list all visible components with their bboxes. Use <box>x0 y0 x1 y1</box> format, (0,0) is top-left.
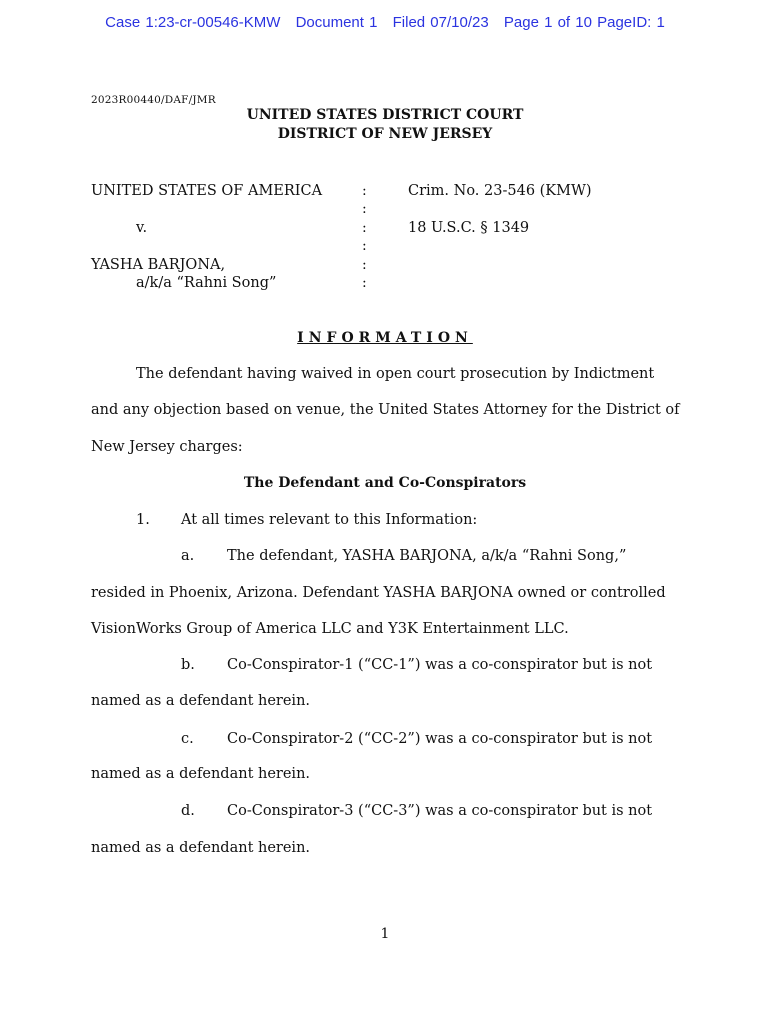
item-b-line-2: named as a defendant herein. <box>91 693 311 709</box>
item-c-line-2: named as a defendant herein. <box>91 766 311 782</box>
item-b-line-1: Co-Conspirator-1 (“CC-1”) was a co-conspirator but is not <box>227 657 653 673</box>
page-info: Page 1 of 10 PageID: 1 <box>503 14 665 31</box>
caption-alias: a/k/a “Rahni Song” <box>136 275 277 291</box>
item-a-line-3: VisionWorks Group of America LLC and Y3K Entertainment LLC. <box>91 621 569 637</box>
caption-colon: : <box>362 220 367 236</box>
section-heading: The Defendant and Co-Conspirators <box>243 475 527 491</box>
item-letter: a. <box>181 548 195 564</box>
item-d-line-1: Co-Conspirator-3 (“CC-3”) was a co-conspirator but is not <box>227 803 653 819</box>
item-d-line-2: named as a defendant herein. <box>91 840 311 856</box>
item-letter: c. <box>181 731 194 747</box>
caption-colon: : <box>362 238 367 254</box>
court-name: UNITED STATES DISTRICT COURT <box>246 107 524 123</box>
caption-colon: : <box>362 183 367 199</box>
document-number: Document 1 <box>295 14 378 31</box>
item-c-line-1: Co-Conspirator-2 (“CC-2”) was a co-conspirator but is not <box>227 731 653 747</box>
court-district: DISTRICT OF NEW JERSEY <box>277 126 493 142</box>
caption-colon: : <box>362 275 367 291</box>
caption-plaintiff: UNITED STATES OF AMERICA <box>91 183 323 199</box>
page-number: 1 <box>380 926 390 942</box>
item-letter: b. <box>181 657 195 673</box>
caption-defendant: YASHA BARJONA, <box>91 257 226 273</box>
caption-colon: : <box>362 201 367 217</box>
filed-date: Filed 07/10/23 <box>392 14 489 31</box>
caption-versus: v. <box>136 220 148 236</box>
statute-citation: 18 U.S.C. § 1349 <box>408 220 530 236</box>
caption-colon: : <box>362 257 367 273</box>
paragraph-number: 1. <box>136 512 150 528</box>
ecf-filing-header <box>0 14 770 31</box>
criminal-number: Crim. No. 23-546 (KMW) <box>408 183 592 199</box>
document-title: INFORMATION <box>297 330 473 346</box>
case-number: Case 1:23-cr-00546-KMW <box>105 14 281 31</box>
file-code: 2023R00440/DAF/JMR <box>91 94 216 106</box>
item-a-line-1: The defendant, YASHA BARJONA, a/k/a “Rahni Song,” <box>227 548 627 564</box>
item-a-line-2: resided in Phoenix, Arizona. Defendant YASHA BARJONA owned or controlled <box>91 585 666 601</box>
intro-line-2: and any objection based on venue, the United States Attorney for the District of <box>91 402 680 418</box>
item-letter: d. <box>181 803 195 819</box>
intro-line-1: The defendant having waived in open court prosecution by Indictment <box>136 366 655 382</box>
intro-line-3: New Jersey charges: <box>91 439 243 455</box>
paragraph-text: At all times relevant to this Information: <box>181 512 478 528</box>
